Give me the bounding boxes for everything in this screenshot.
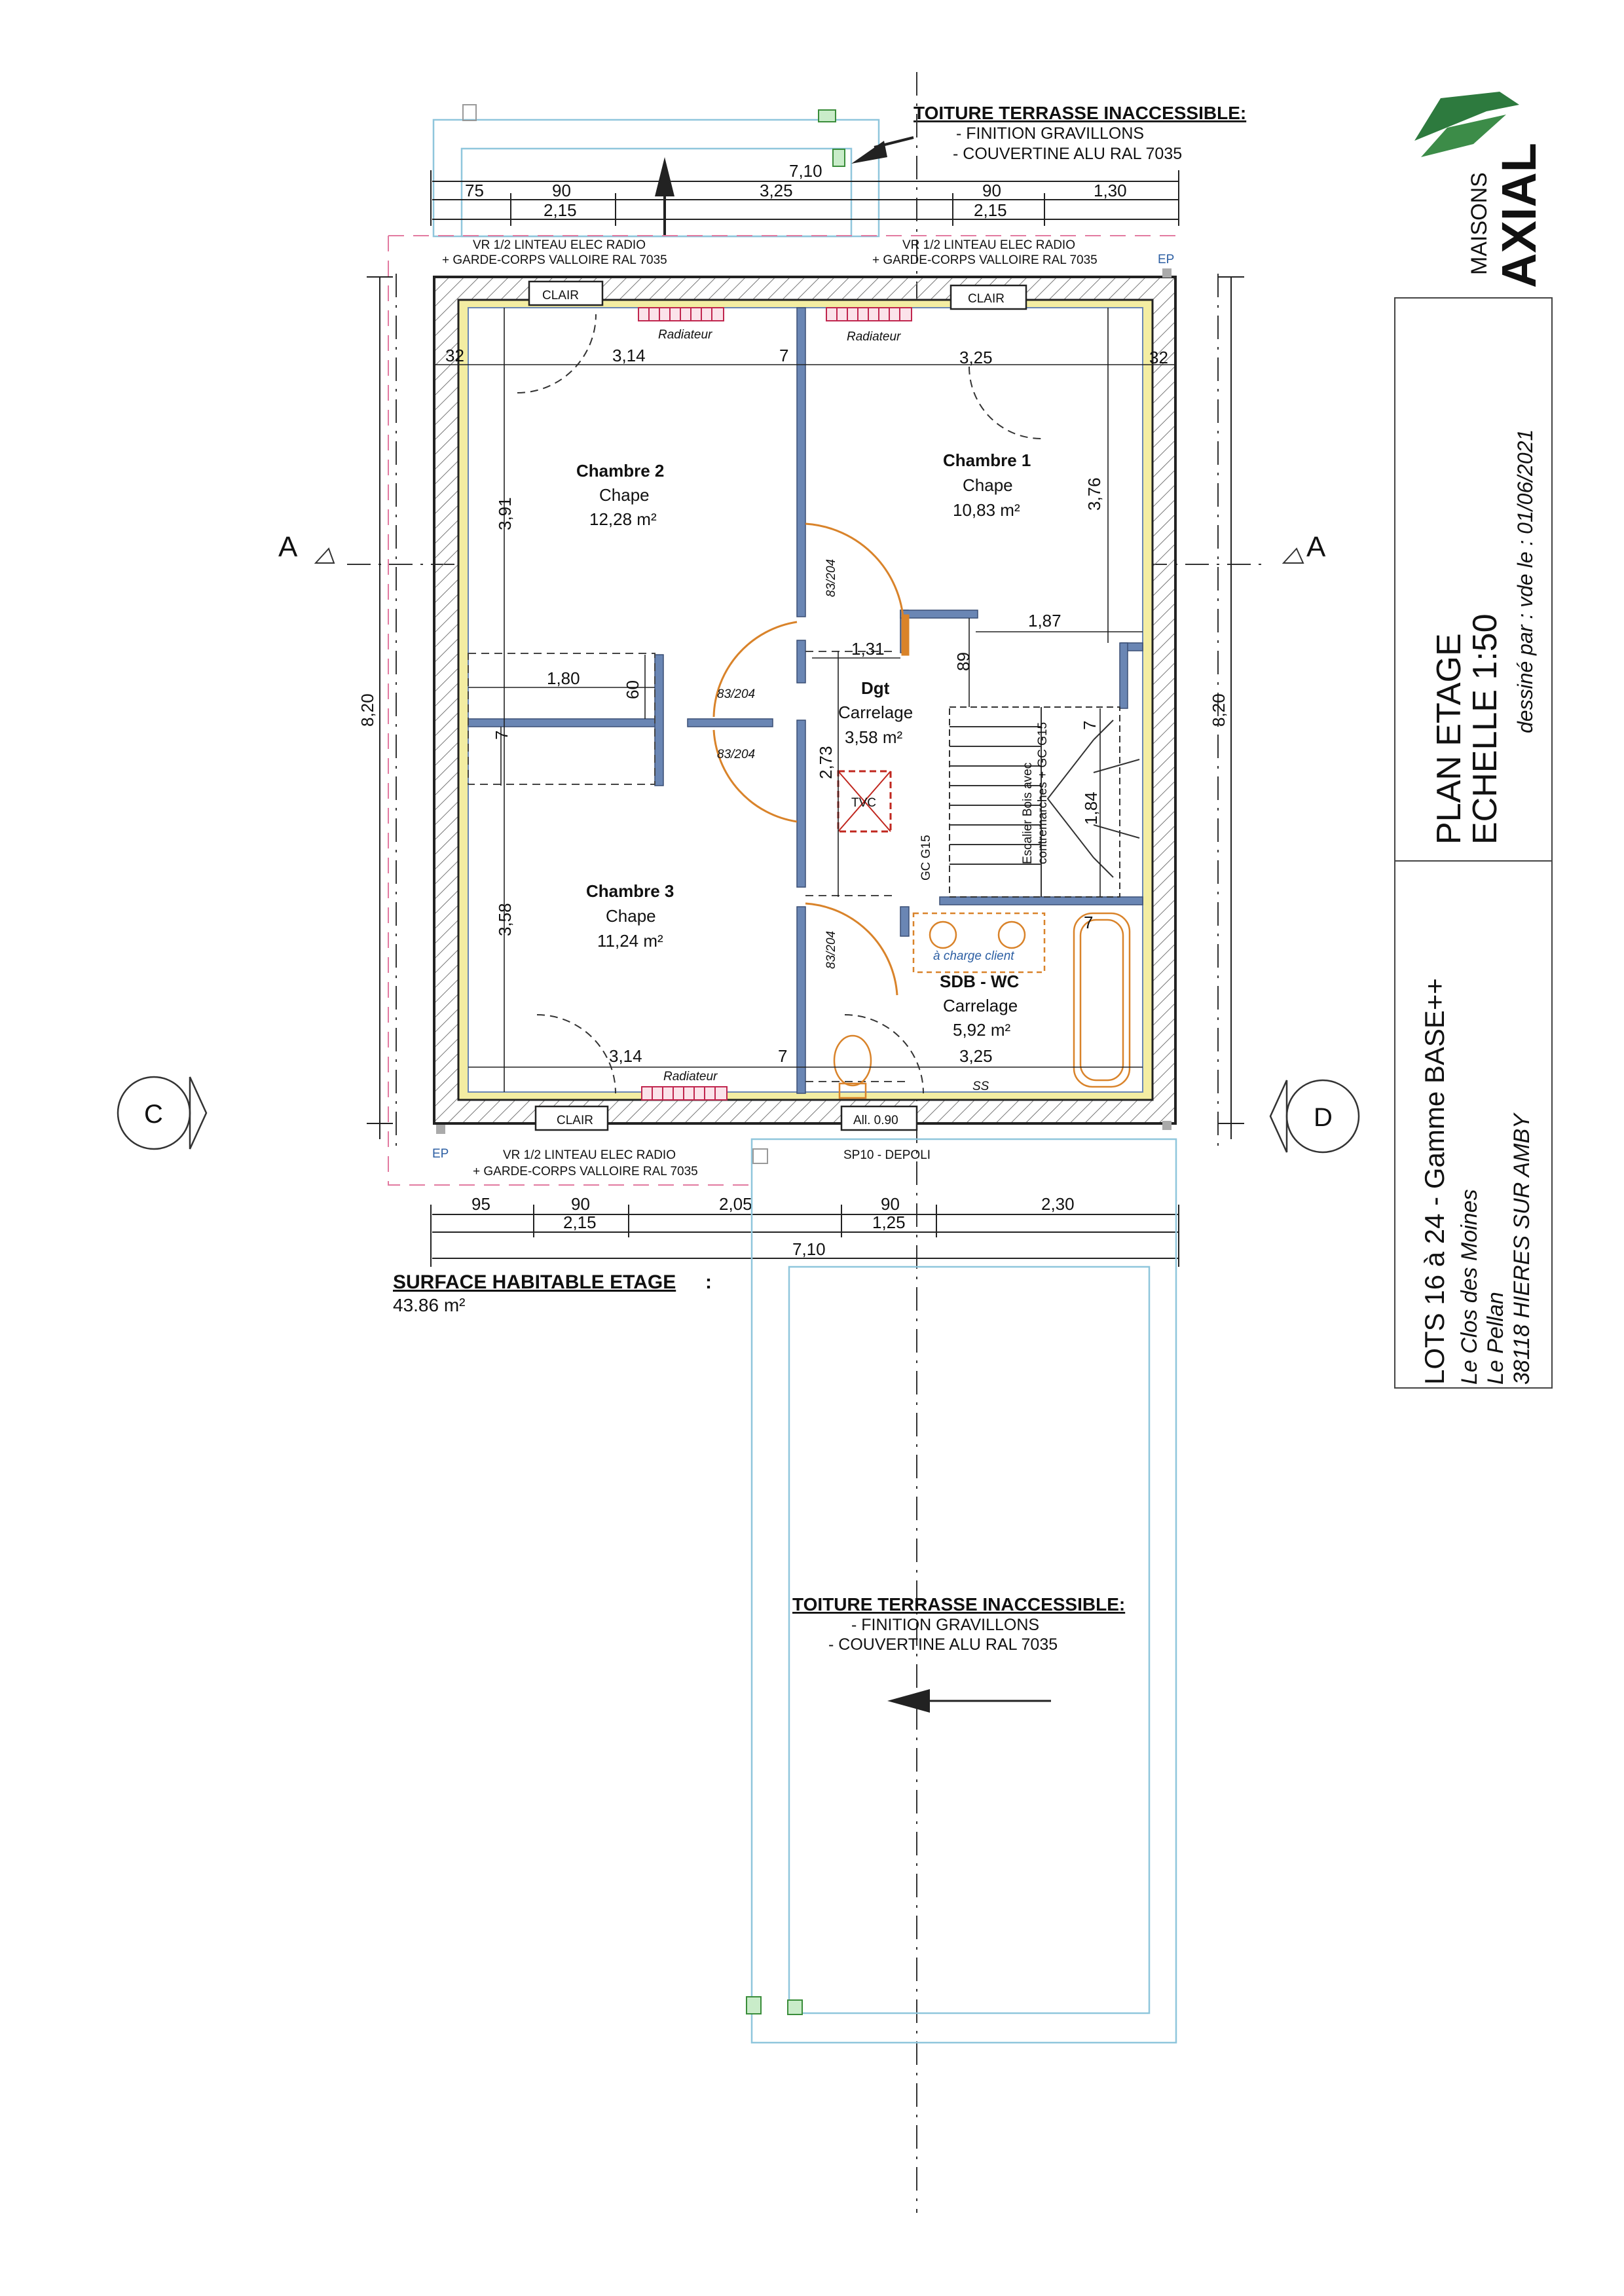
- ch2-area: 12,28 m²: [589, 509, 657, 529]
- section-c-marker: [118, 1077, 206, 1149]
- top-window-notes: [442, 238, 1098, 267]
- dim-bot-95: 95: [471, 1194, 490, 1214]
- bottom-roof-terrace: [747, 1139, 1176, 2043]
- all-090: All. 0.90: [853, 1114, 898, 1127]
- door-label-3: 83/204: [717, 748, 756, 761]
- bottom-roof-title: TOITURE TERRASSE INACCESSIBLE:: [792, 1594, 1126, 1614]
- dim-in-b314: 3,14: [609, 1046, 642, 1066]
- clair-tl: CLAIR: [542, 289, 579, 302]
- dim-in-b325: 3,25: [959, 1046, 993, 1066]
- ss-label: SS: [972, 1080, 989, 1093]
- dim-top-total: 7,10: [789, 161, 822, 181]
- section-a-left: A: [278, 531, 298, 563]
- dim-closet-60: 60: [623, 680, 642, 699]
- surface-block: [393, 1271, 712, 1315]
- dim-in-325: 3,25: [959, 348, 993, 367]
- dim-ch2-h: 3,91: [495, 497, 515, 530]
- win-tl-note1: VR 1/2 LINTEAU ELEC RADIO: [473, 238, 646, 252]
- dgt-area: 3,58 m²: [845, 727, 903, 747]
- tvc-label: TVC: [851, 796, 876, 810]
- dim-wall-7a: 7: [1080, 720, 1099, 730]
- dim-in-7: 7: [779, 346, 789, 365]
- dim-ch1-h: 3,76: [1084, 477, 1104, 511]
- dim-top-75: 75: [465, 181, 484, 200]
- win-tr-note1: VR 1/2 LINTEAU ELEC RADIO: [902, 238, 1075, 252]
- dgt-name: Dgt: [861, 678, 890, 698]
- dim-bot-205: 2,05: [719, 1194, 752, 1214]
- ch2-name: Chambre 2: [576, 461, 665, 481]
- sdb-floor: Carrelage: [943, 996, 1018, 1015]
- dim-bot-total: 7,10: [792, 1239, 826, 1259]
- dim-in-b7: 7: [778, 1046, 788, 1066]
- stairs-label1: Escalier Bois avec: [1021, 762, 1035, 864]
- brand-logo: [1414, 92, 1546, 288]
- sp10-label: SP10 - DEPOLI: [843, 1148, 931, 1162]
- surface-value: 43.86 m²: [393, 1295, 466, 1315]
- dim-top-90b: 90: [982, 181, 1001, 200]
- win-tr-note2: + GARDE-CORPS VALLOIRE RAL 7035: [872, 253, 1098, 267]
- win-bl-note1: VR 1/2 LINTEAU ELEC RADIO: [503, 1148, 676, 1162]
- top-roof-title: TOITURE TERRASSE INACCESSIBLE:: [913, 103, 1247, 123]
- dim-in-32b: 32: [1149, 348, 1168, 367]
- section-c: C: [144, 1100, 163, 1129]
- gc-label: GC G15: [919, 835, 933, 881]
- door-label-2: 83/204: [717, 687, 756, 701]
- dgt-floor: Carrelage: [838, 702, 913, 722]
- top-dimension-texts: [465, 161, 1127, 220]
- clair-tr: CLAIR: [968, 292, 1005, 306]
- dim-bot-125: 1,25: [872, 1212, 906, 1232]
- section-a-right: A: [1306, 531, 1326, 563]
- ch2-floor: Chape: [599, 485, 650, 505]
- surface-title: SURFACE HABITABLE ETAGE: [393, 1271, 676, 1293]
- stairs-label2: contremarches + GC G15: [1036, 721, 1050, 864]
- dim-dgt-h: 2,73: [816, 746, 836, 779]
- door-label-1: 83/204: [824, 558, 838, 597]
- section-d: D: [1314, 1103, 1333, 1132]
- dim-bot-215: 2,15: [563, 1212, 597, 1232]
- lots: LOTS 16 à 24 - Gamme BASE++: [1419, 978, 1450, 1385]
- surface-colon: :: [705, 1271, 712, 1293]
- dim-top-90a: 90: [552, 181, 571, 200]
- bottom-roof-line2: - COUVERTINE ALU RAL 7035: [828, 1635, 1058, 1654]
- cartouche-texts: [1419, 429, 1537, 1385]
- top-roof-line2: - COUVERTINE ALU RAL 7035: [953, 145, 1183, 163]
- dim-ch3-h: 3,58: [495, 903, 515, 936]
- addr1: Le Clos des Moines: [1457, 1189, 1482, 1385]
- dim-right-total: 8,20: [1209, 693, 1228, 727]
- bottom-roof-line1: - FINITION GRAVILLONS: [851, 1616, 1040, 1634]
- clair-bl: CLAIR: [557, 1114, 593, 1127]
- ep-label-top: EP: [1158, 253, 1175, 266]
- dim-bot-90a: 90: [571, 1194, 590, 1214]
- radiateur-1: Radiateur: [658, 328, 712, 342]
- dim-stair-h: 1,84: [1081, 792, 1101, 825]
- dim-wall-7b: 7: [1084, 913, 1094, 932]
- charge-client: à charge client: [933, 949, 1014, 963]
- sdb-area: 5,92 m²: [953, 1020, 1011, 1040]
- radiateur-2: Radiateur: [847, 330, 901, 344]
- bottom-window-notes: [473, 1148, 931, 1178]
- dim-bot-230: 2,30: [1041, 1194, 1075, 1214]
- radiateur-3: Radiateur: [663, 1070, 718, 1084]
- addr2: Le Pellan: [1483, 1292, 1508, 1385]
- dim-left-total: 8,20: [358, 693, 377, 727]
- dim-top-325: 3,25: [760, 181, 793, 200]
- dim-closet: 1,80: [547, 668, 580, 688]
- dim-wall-7c: 7: [492, 730, 511, 740]
- section-d-marker: [1270, 1080, 1359, 1152]
- brand-big: AXIAL: [1492, 143, 1546, 288]
- ch3-name: Chambre 3: [586, 881, 674, 901]
- bottom-roof-note: [792, 1594, 1125, 1654]
- ch1-floor: Chape: [963, 475, 1013, 495]
- brand-small: MAISONS: [1467, 172, 1492, 275]
- win-tl-note2: + GARDE-CORPS VALLOIRE RAL 7035: [442, 253, 667, 267]
- top-roof-note: [913, 103, 1246, 163]
- plan-scale: ECHELLE 1:50: [1466, 613, 1504, 845]
- door-label-4: 83/204: [824, 930, 838, 969]
- win-bl-note2: + GARDE-CORPS VALLOIRE RAL 7035: [473, 1165, 698, 1178]
- ep-label-bottom: EP: [432, 1147, 449, 1161]
- dim-top-130: 1,30: [1094, 181, 1127, 200]
- ch1-name: Chambre 1: [943, 450, 1031, 470]
- dim-wc-w: 1,87: [1028, 611, 1061, 630]
- dim-top-215a: 2,15: [544, 200, 577, 220]
- sdb-name: SDB - WC: [940, 972, 1020, 991]
- plan-title: PLAN ETAGE: [1430, 633, 1468, 845]
- top-roof-terrace: [434, 105, 913, 236]
- dim-dgt-w: 1,31: [851, 639, 885, 659]
- dim-in-32a: 32: [445, 346, 464, 365]
- ch3-area: 11,24 m²: [597, 931, 663, 951]
- dim-bot-90b: 90: [881, 1194, 900, 1214]
- dim-in-314: 3,14: [612, 346, 646, 365]
- bottom-dimension-texts: [471, 1194, 1075, 1259]
- addr3: 38118 HIERES SUR AMBY: [1509, 1114, 1534, 1385]
- dim-top-215b: 2,15: [974, 200, 1007, 220]
- ch1-area: 10,83 m²: [953, 500, 1020, 520]
- dim-wc-89: 89: [953, 652, 973, 671]
- drawer: dessiné par : vde le : 01/06/2021: [1513, 429, 1537, 733]
- top-roof-line1: - FINITION GRAVILLONS: [956, 124, 1145, 143]
- ch3-floor: Chape: [606, 906, 656, 926]
